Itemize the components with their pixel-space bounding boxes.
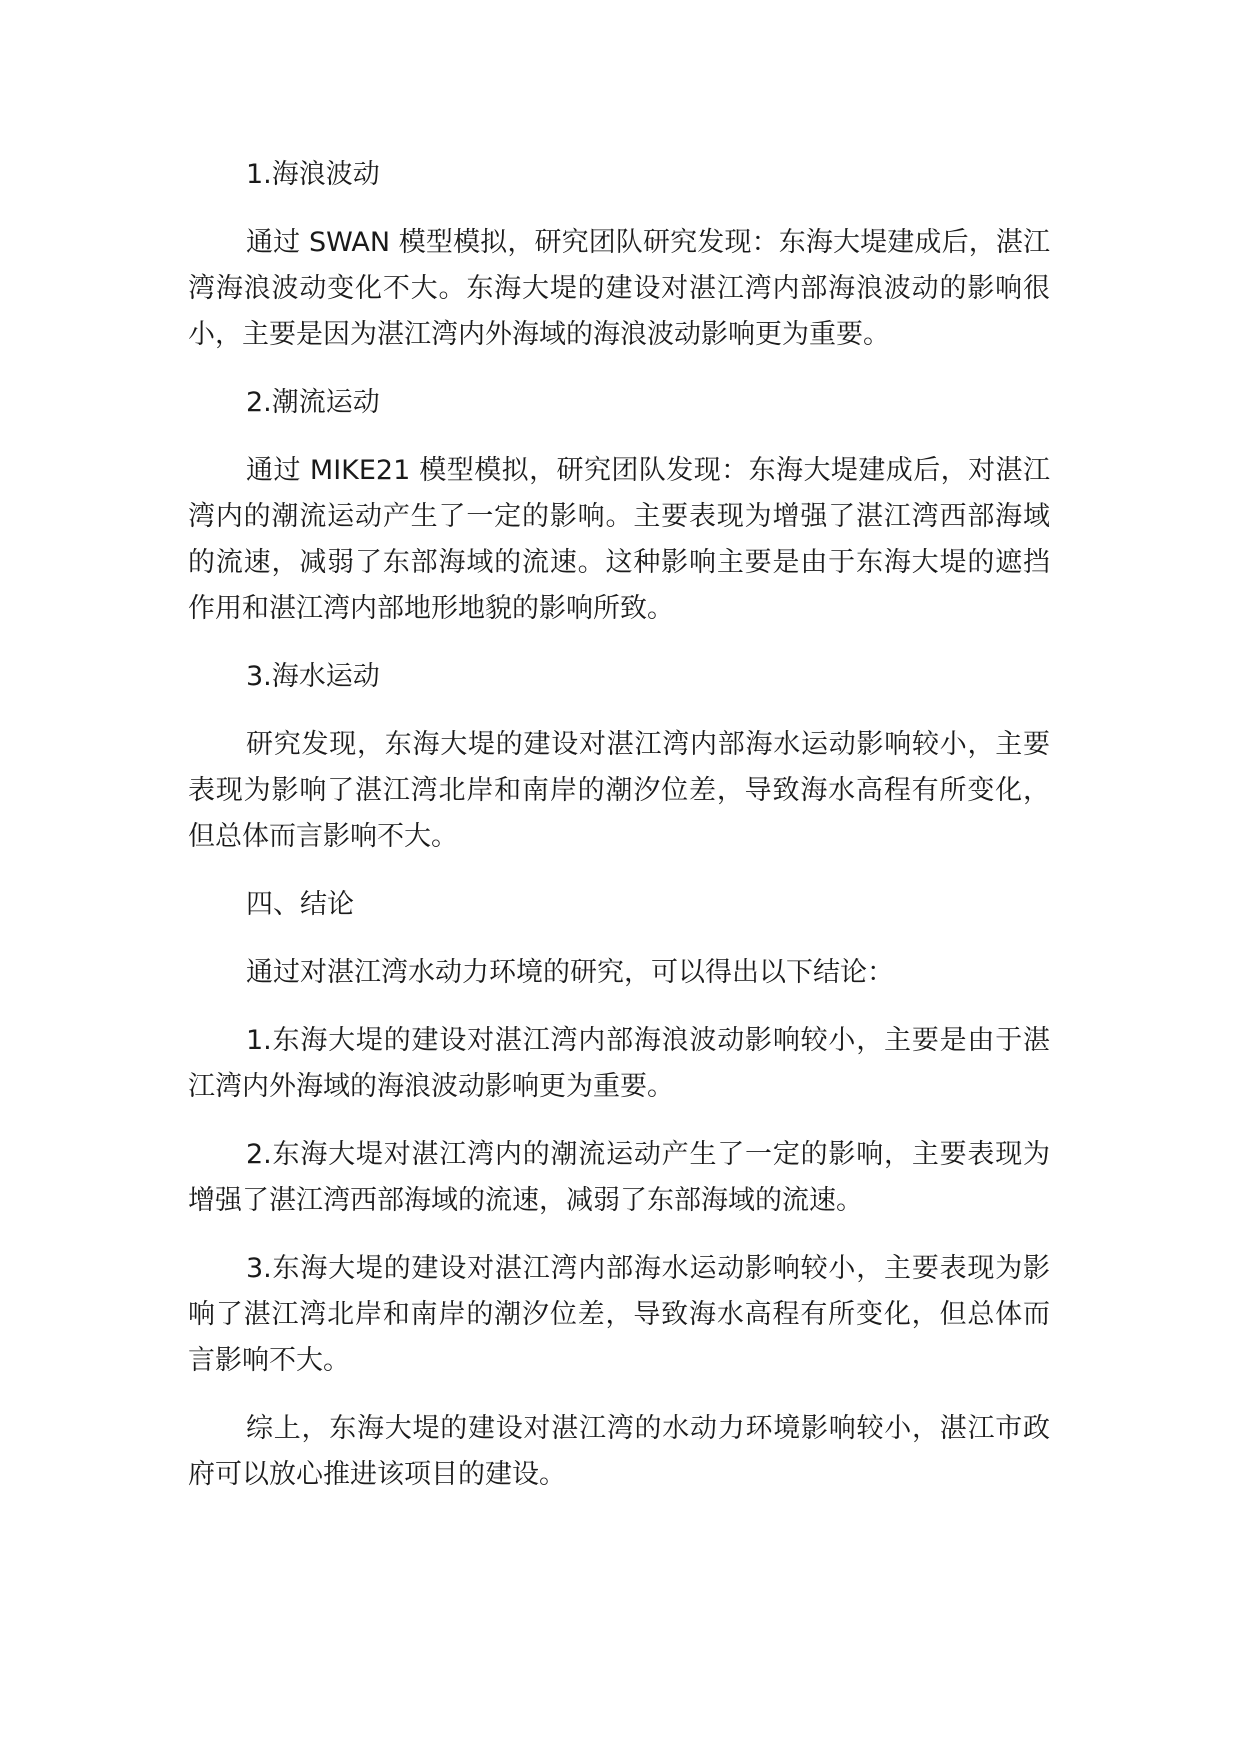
document-page — [188, 152, 1050, 1520]
section-heading-tidal-current: 2.潮流运动 — [246, 387, 380, 418]
paragraph-conclusion-intro: 通过对湛江湾水动力环境的研究，可以得出以下结论： — [246, 957, 894, 988]
paragraph-wave: 通过 SWAN 模型模拟，研究团队研究发现：东海大堤建成后，湛江湾海浪波动变化不大。东海大堤的建设对湛江湾内部海浪波动的影响很小，主要是因为湛江湾内外海域的海浪波动影响更为重要。 — [188, 227, 1050, 350]
paragraph-conclusion-3: 3.东海大堤的建设对湛江湾内部海水运动影响较小，主要表现为影响了湛江湾北岸和南岸的潮汐位差，导致海水高程有所变化，但总体而言影响不大。 — [188, 1253, 1050, 1376]
paragraph-tidal-current: 通过 MIKE21 模型模拟，研究团队发现：东海大堤建成后，对湛江湾内的潮流运动产生了一定的影响。主要表现为增强了湛江湾西部海域的流速，减弱了东部海域的流速。这种影响主要是由于东海大堤的遮挡作用和湛江湾内部地形地貌的影响所致。 — [188, 455, 1050, 624]
paragraph-conclusion-1: 1.东海大堤的建设对湛江湾内部海浪波动影响较小，主要是由于湛江湾内外海域的海浪波动影响更为重要。 — [188, 1025, 1050, 1102]
section-heading-conclusion: 四、结论 — [246, 889, 354, 920]
paragraph-summary: 综上，东海大堤的建设对湛江湾的水动力环境影响较小，湛江市政府可以放心推进该项目的建设。 — [188, 1413, 1050, 1490]
paragraph-conclusion-2: 2.东海大堤对湛江湾内的潮流运动产生了一定的影响，主要表现为增强了湛江湾西部海域的流速，减弱了东部海域的流速。 — [188, 1139, 1050, 1216]
paragraph-seawater: 研究发现，东海大堤的建设对湛江湾内部海水运动影响较小，主要表现为影响了湛江湾北岸和南岸的潮汐位差，导致海水高程有所变化，但总体而言影响不大。 — [188, 729, 1050, 852]
section-heading-wave: 1.海浪波动 — [246, 159, 380, 190]
section-heading-seawater: 3.海水运动 — [246, 661, 380, 692]
